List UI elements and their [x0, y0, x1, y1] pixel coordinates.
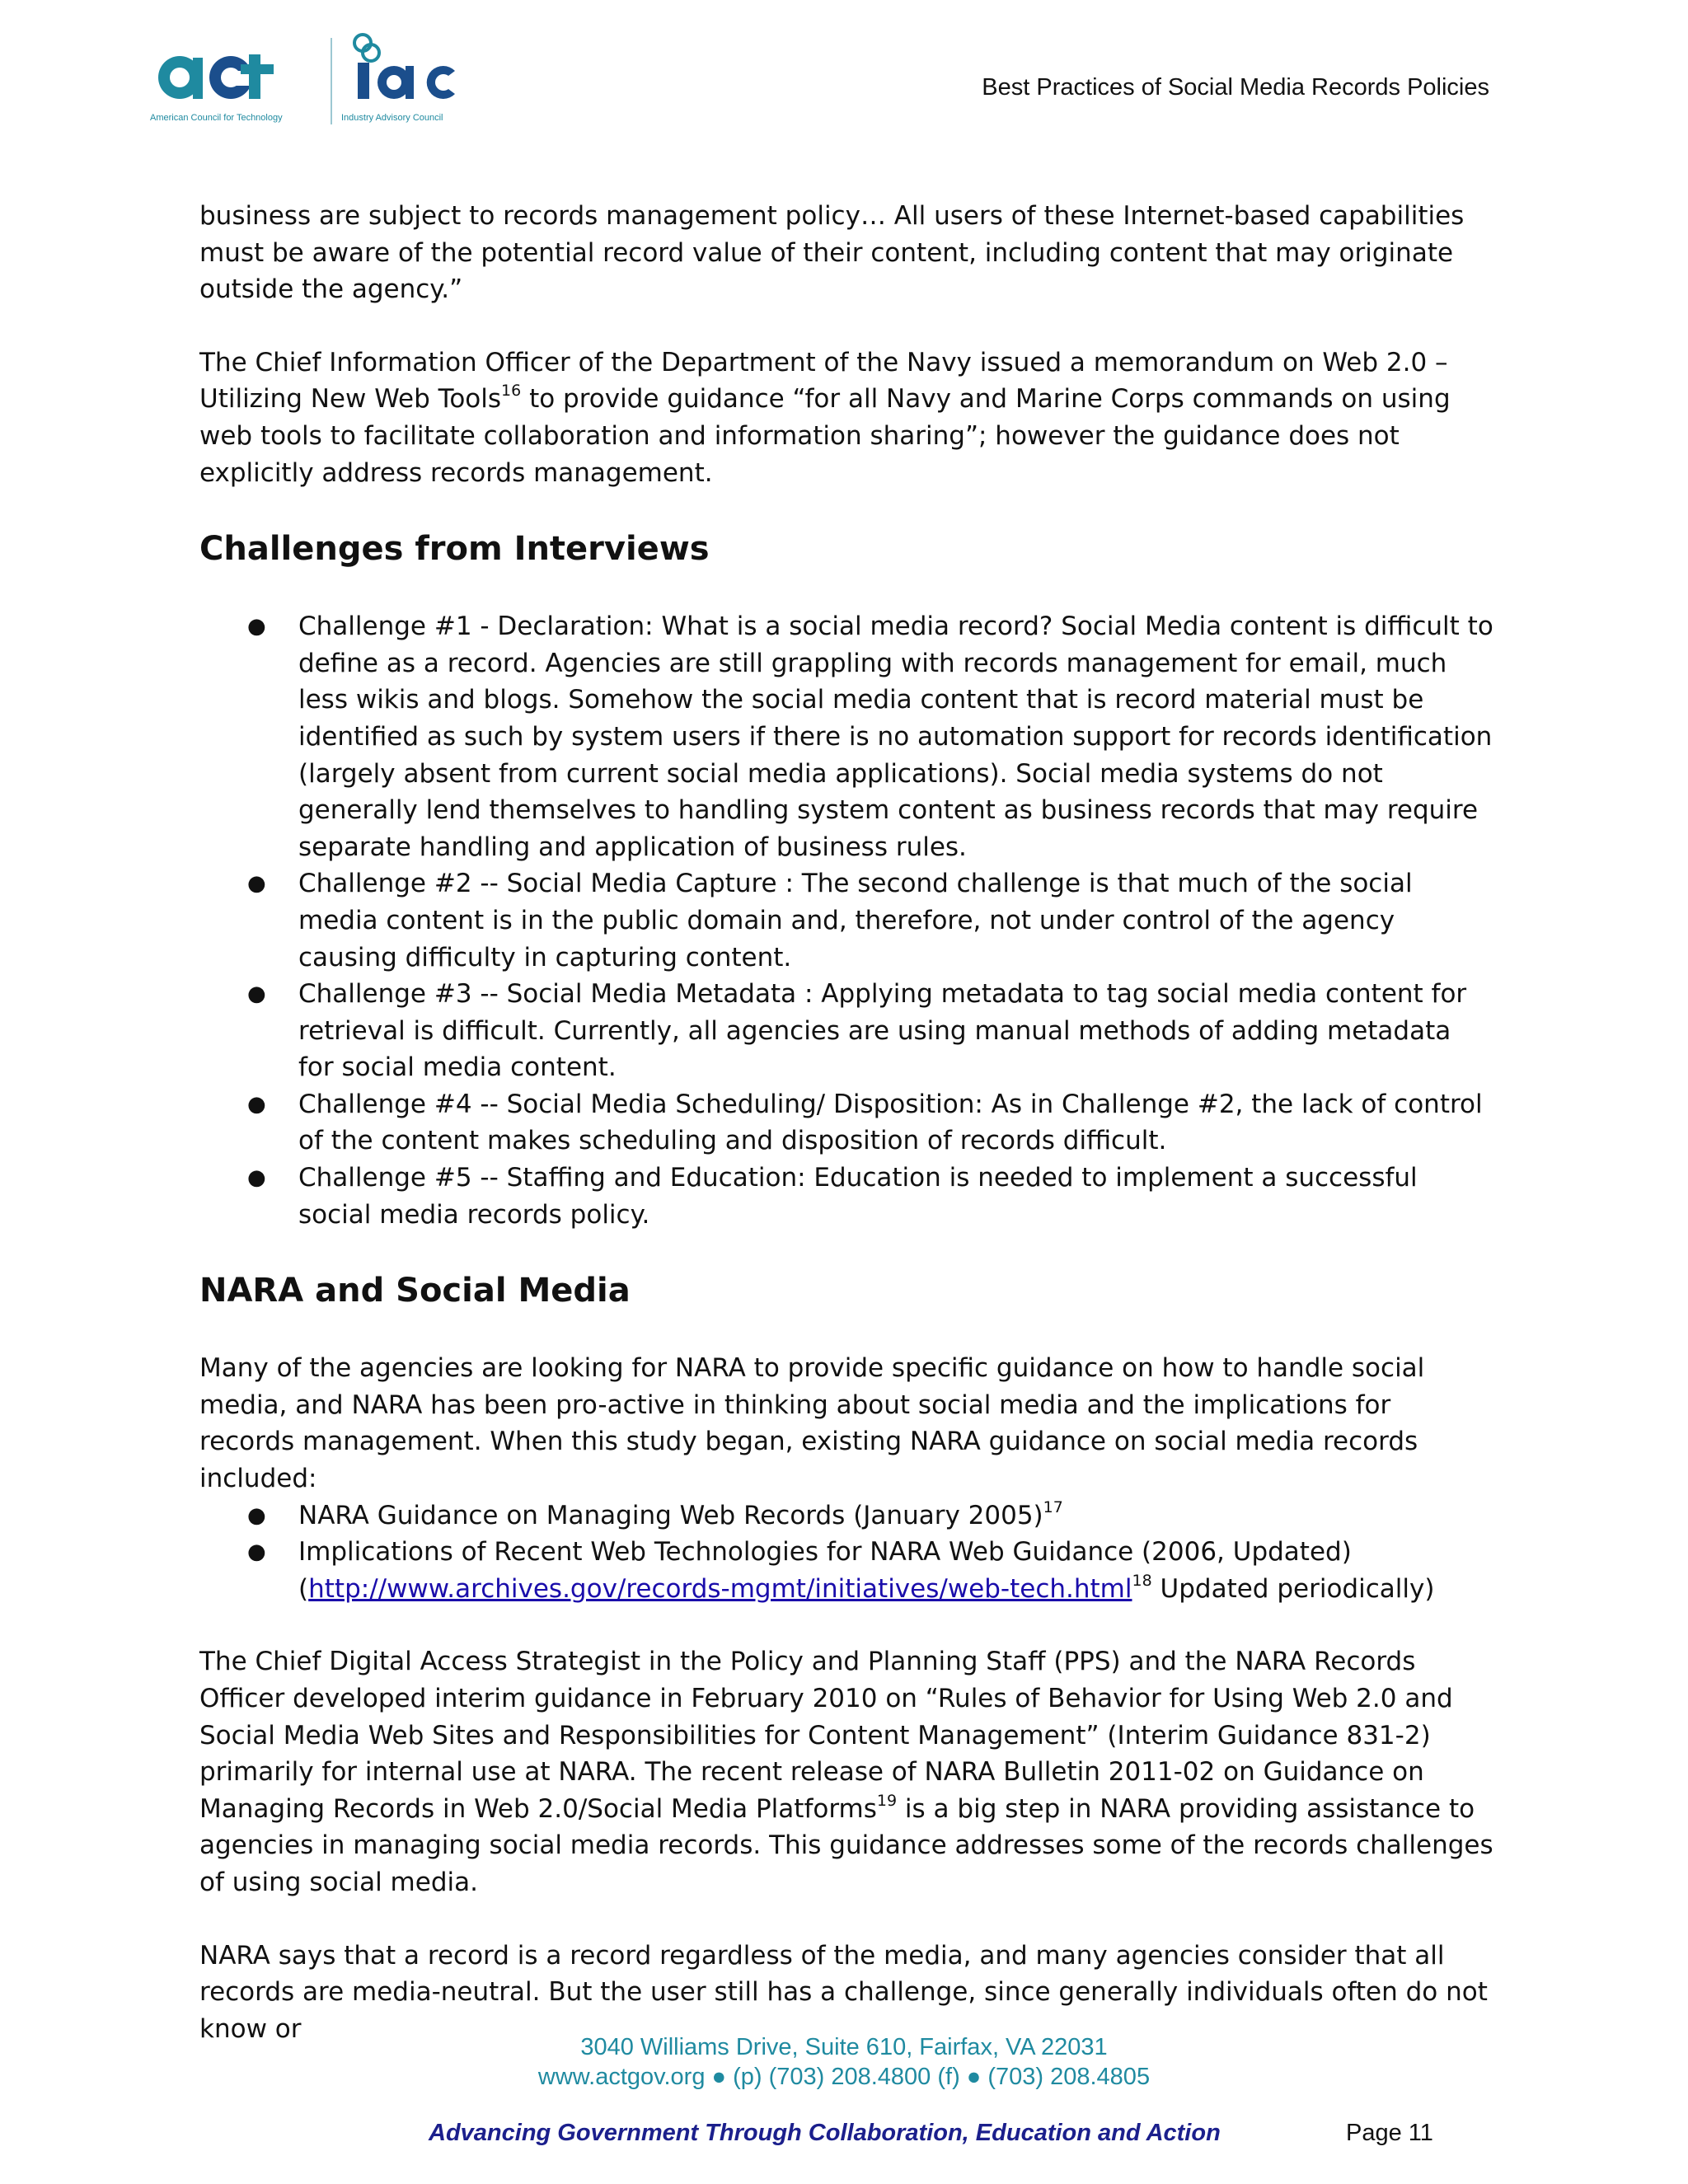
act-logo-caption: American Council for Technology — [150, 113, 283, 123]
document-body — [199, 198, 1493, 2083]
bullet-icon: ● — [247, 614, 266, 640]
footer-contact: www.actgov.org ● (p) (703) 208.4800 (f) ● (703) 208.4805 — [537, 2064, 1151, 2090]
footnote-ref-18[interactable]: 18 — [1132, 1571, 1152, 1590]
challenges-list — [199, 608, 1493, 1233]
footnote-ref-19[interactable]: 19 — [876, 1791, 898, 1810]
web-tech-link[interactable]: http://www.archives.gov/records-mgmt/initiatives/web-tech.html — [308, 1573, 1132, 1604]
nara-guidance-list — [199, 1497, 1493, 1608]
iac-logo-caption: Industry Advisory Council — [341, 113, 443, 123]
paragraph-3: Many of the agencies are looking for NARA to provide specific guidance on how to handle social media, and NARA has been pro-active in thinking about social media and the implications for records management. When this study began, existing NARA guidance on social media records included: — [199, 1353, 1425, 1494]
paragraph-2-text-b: to provide guidance “for all Navy and Marine Corps commands on using web tools to facilitate collaboration and information sharing”; however the guidance does not explicitly address records management. — [199, 384, 1451, 488]
footer-tagline: Advancing Government Through Collaboration, Education and Action — [429, 2120, 1221, 2146]
paragraph-4 — [199, 1643, 1493, 1900]
logo-group — [150, 30, 476, 137]
challenge-text: Challenge #3 -- Social Media Metadata : Applying metadata to tag social media content for retrieval is difficult. Currently, all agencies are using manual methods of adding metadata for social media content. — [298, 979, 1467, 1083]
bullet-icon: ● — [247, 1091, 266, 1117]
paragraph-2-text-a: The Chief Information Officer of the Department of the Navy issued a memorandum on Web 2.0 – Utilizing New Web Tools — [199, 347, 1448, 415]
iac-logo-icon — [341, 35, 455, 123]
bullet-icon: ● — [247, 1502, 266, 1528]
paragraph-1: business are subject to records management policy… All users of these Internet-based capabilities must be aware of the potential record value of their content, including content that may originate outside the agency.” — [199, 201, 1465, 305]
bullet-icon: ● — [247, 982, 266, 1007]
list-item — [199, 865, 1493, 976]
paragraph-4-text-a: The Chief Digital Access Strategist in the Policy and Planning Staff (PPS) and the NARA Records Officer developed interim guidance in February 2010 on “Rules of Behavior for Using Web 2.0 and Social Media Web Sites and Responsibilities for Content Management” (Interim Guidance 831-2) primarily for internal use at NARA. The recent release of NARA Bulletin 2011-02 on Guidance on Managing Records in Web 2.0/Social Media Platforms — [199, 1647, 1453, 1824]
footnote-ref-16[interactable]: 16 — [501, 382, 522, 401]
header-logos — [150, 30, 476, 137]
list-item — [199, 1534, 1493, 1607]
bullet-icon: ● — [247, 871, 266, 897]
bullet-icon: ● — [247, 1540, 266, 1565]
page-number: Page 11 — [1346, 2120, 1433, 2146]
nara-item-2-after: Updated periodically) — [1151, 1573, 1435, 1604]
footnote-ref-17[interactable]: 17 — [1043, 1497, 1063, 1516]
heading-challenges: Challenges from Interviews — [199, 530, 710, 569]
list-item — [199, 1160, 1493, 1233]
list-item — [199, 1086, 1493, 1160]
footer-address: 3040 Williams Drive, Suite 610, Fairfax, VA 22031 — [580, 2034, 1108, 2060]
act-logo-icon — [150, 54, 283, 123]
challenge-text: Challenge #2 -- Social Media Capture : The second challenge is that much of the social media content is in the public domain and, therefore, not under control of the agency causing difficulty in capturing content. — [298, 869, 1413, 972]
paragraph-5: NARA says that a record is a record regardless of the media, and many agencies consider that all records are media-neutral. But the user still has a challenge, since generally individuals often do not know or — [199, 1940, 1488, 2044]
nara-item-2-text: Implications of Recent Web Technologies for NARA Web Guidance (2006, Updated) ( — [298, 1537, 1352, 1604]
challenge-text: Challenge #1 - Declaration: What is a social media record? Social Media content is difficult to define as a record. Agencies are still grappling with records management for email, much less wikis and blogs. Somehow the social media content that is record material must be identified as such by system users if there is no automation support for records identification (largely absent from current social media applications). Social media systems do not generally lend themselves to handling system content as business records that may require separate handling and application of business rules. — [298, 612, 1493, 862]
heading-nara: NARA and Social Media — [199, 1272, 631, 1310]
challenge-text: Challenge #5 -- Staffing and Education: Education is needed to implement a successful social media records policy. — [298, 1163, 1418, 1230]
footer-address-block — [0, 2032, 1688, 2092]
paragraph-2 — [199, 344, 1493, 491]
list-item — [199, 1497, 1493, 1535]
header-title: Best Practices of Social Media Records Policies — [982, 74, 1489, 101]
bullet-icon: ● — [247, 1165, 266, 1191]
challenge-text: Challenge #4 -- Social Media Scheduling/ Disposition: As in Challenge #2, the lack of control of the content makes scheduling and disposition of records difficult. — [298, 1089, 1483, 1156]
list-item — [199, 976, 1493, 1086]
nara-item-1-text: NARA Guidance on Managing Web Records (January 2005) — [298, 1500, 1043, 1530]
list-item — [199, 608, 1493, 865]
paragraph-4-text-b: is a big step in NARA providing assistance to agencies in managing social media records. This guidance addresses some of the records challenges of using social media. — [199, 1793, 1493, 1897]
